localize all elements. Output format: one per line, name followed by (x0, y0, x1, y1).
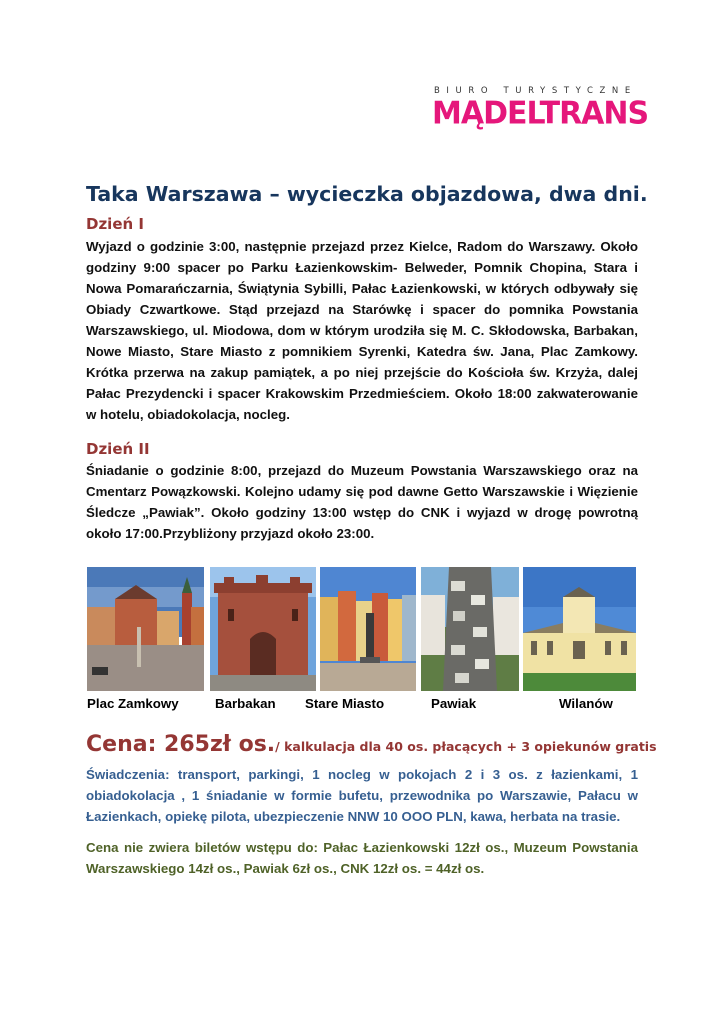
excludes-text: Cena nie zwiera biletów wstępu do: Pałac Łazienkowski 12zł os., Muzeum Powstania Warszawskiego 14zł os., Pawiak 6zł os., CNK 12zł os. = 44zł os. (86, 840, 638, 876)
photo-wilanow (523, 567, 636, 691)
photo-stare-miasto (320, 567, 416, 691)
price-note: / kalkulacja dla 40 os. płacących + 3 opiekunów gratis (275, 739, 657, 754)
caption-stare-miasto: Stare Miasto (305, 696, 385, 711)
caption-barbakan: Barbakan (215, 696, 276, 711)
caption-plac-zamkowy: Plac Zamkowy (87, 696, 179, 711)
logo-subtitle: BIURO TURYSTYCZNE (434, 86, 637, 96)
photo-pawiak (421, 567, 519, 691)
photo-barbakan (210, 567, 316, 691)
day2-heading: Dzień II (86, 440, 150, 458)
price-main: Cena: 265zł os. (86, 732, 276, 757)
day2-description: Śniadanie o godzinie 8:00, przejazd do Muzeum Powstania Warszawskiego oraz na Cmentarz Powązkowski. Kolejno udamy się pod dawne Getto Warszawskie i Więzienie Śledcze „Pawiak”. Około godziny 13:00 wstęp do CNK i wyjazd w drogę powrotną około 17:00.Przybliżony przyjazd około 23:00. (86, 463, 638, 541)
logo-brand: MĄDELTRANS (432, 95, 649, 132)
day1-heading: Dzień I (86, 215, 144, 233)
day1-description: Wyjazd o godzinie 3:00, następnie przejazd przez Kielce, Radom do Warszawy. Około godziny 9:00 spacer po Parku Łazienkowskim- Belweder, Pomnik Chopina, Stara i Nowa Pomarańczarnia, Świątynia Sybilli, Pałac Łazienkowski, w których odbywały się Obiady Czwartkowe. Stąd przejazd na Starówkę i spacer do pomnika Powstania Warszawskiego, ul. Miodowa, dom w którym urodziła się M. C. Skłodowska, Barbakan, Nowe Miasto, Stare Miasto z pomnikiem Syrenki, Katedra św. Jana, Plac Zamkowy. Krótka przerwa na zakup pamiątek, a po niej przejście do Kościoła św. Krzyża, dalej Pałac Prezydencki i spacer Krakowskim Przedmieściem. Około 18:00 zakwaterowanie w hotelu, obiadokolacja, nocleg. (86, 239, 638, 422)
photo-plac-zamkowy (87, 567, 204, 691)
caption-pawiak: Pawiak (431, 696, 477, 711)
page-title: Taka Warszawa – wycieczka objazdowa, dwa dni. (86, 182, 648, 206)
caption-wilanow: Wilanów (559, 696, 613, 711)
company-logo (432, 86, 649, 132)
benefits-text: Świadczenia: transport, parkingi, 1 nocleg w pokojach 2 i 3 os. z łazienkami, 1 obiadokolacja , 1 śniadanie w formie bufetu, przewodnika po Warszawie, Pałacu w Łazienkach, opiekę pilota, ubezpieczenie NNW 10 OOO PLN, kawa, herbata na trasie. (86, 767, 638, 824)
price-line (86, 732, 657, 757)
